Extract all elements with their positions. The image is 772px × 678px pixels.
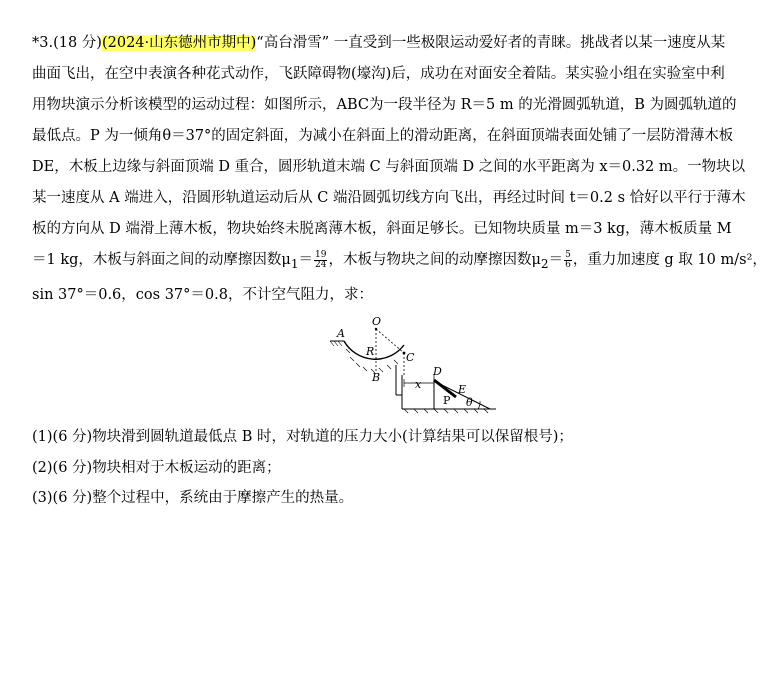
label-r: R [366, 345, 375, 358]
mu1-numerator: 19 [315, 249, 327, 260]
question-line-1 [32, 33, 772, 53]
question-line-9: sin 37°＝0.6，cos 37°＝0.8，不计空气阻力，求： [32, 287, 373, 303]
question-line-6: 某一速度从 A 端进入，沿圆形轨道运动后从 C 端沿圆弧切线方向飞出，再经过时间 t＝0.2 s 恰好以平行于薄木 [32, 190, 746, 206]
mu2-subscript: 2 [540, 256, 549, 271]
question-number: *3.(18 分) [32, 35, 102, 51]
question-line-5: DE，木板上边缘与斜面顶端 D 重合，圆形轨道末端 C 与斜面顶端 D 之间的水平距离为 x＝0.32 m。一物块以 [32, 159, 746, 175]
line8-text-c: ，重力加速度 g 取 10 m/s²， [572, 252, 767, 268]
sub-question-2: (2)(6 分)物块相对于木板运动的距离； [32, 460, 281, 476]
label-theta: θ [466, 396, 473, 409]
line8-text-a: ＝1 kg，木板与斜面之间的动摩擦因数μ [32, 252, 291, 268]
ground-hatch [404, 409, 488, 413]
mu1-fraction [314, 251, 327, 270]
question-line-2: 曲面飞出，在空中表演各种花式动作，飞跃障碍物(壕沟)后，成功在对面安全着陆。某实验小组在实验室中利 [32, 66, 725, 82]
line8-eq1: ＝ [298, 252, 314, 268]
label-e: E [458, 383, 467, 396]
label-p: P [443, 394, 451, 407]
label-o: O [372, 315, 382, 328]
label-x: x [415, 378, 422, 391]
mu2-numerator: 5 [565, 249, 571, 260]
sub-question-3: (3)(6 分)整个过程中，系统由于摩擦产生的热量。 [32, 490, 354, 506]
point-c [403, 352, 406, 355]
label-b: B [372, 371, 381, 384]
label-c: C [406, 351, 415, 364]
mu1-denominator: 24 [315, 259, 327, 270]
line8-eq2: ＝ [548, 252, 564, 268]
physics-diagram [310, 313, 500, 415]
left-platform-hatch [330, 341, 342, 346]
center-point [375, 328, 377, 330]
question-line-7: 板的方向从 D 端滑上薄木板，物块始终未脱离薄木板，斜面足够长。已知物块质量 m＝3 kg，薄木板质量 M [32, 221, 732, 237]
sub-question-1: (1)(6 分)物块滑到圆轨道最低点 B 时，对轨道的压力大小(计算结果可以保留根号)； [32, 429, 573, 445]
question-line-3: 用物块演示分析该模型的运动过程：如图所示，ABC为一段半径为 R＝5 m 的光滑圆弧轨道，B 为圆弧轨道的 [32, 97, 737, 113]
label-d: D [433, 365, 442, 378]
mu2-denominator: 6 [565, 259, 571, 270]
mu1-subscript: 1 [290, 256, 299, 271]
question-line-4: 最低点。P 为一倾角θ＝37°的固定斜面，为减小在斜面上的滑动距离，在斜面顶端表面处铺了一层防滑薄木板 [32, 128, 734, 144]
label-a: A [337, 327, 345, 340]
question-source: (2024·山东德州市期中) [101, 35, 257, 51]
line8-text-b: ，木板与物块之间的动摩擦因数μ [328, 252, 541, 268]
question-line-8 [32, 250, 772, 274]
theta-arc [478, 401, 480, 409]
question-text-1: “高台滑雪” 一直受到一些极限运动爱好者的青睐。挑战者以某一速度从某 [256, 35, 726, 51]
mu2-fraction [564, 251, 572, 270]
